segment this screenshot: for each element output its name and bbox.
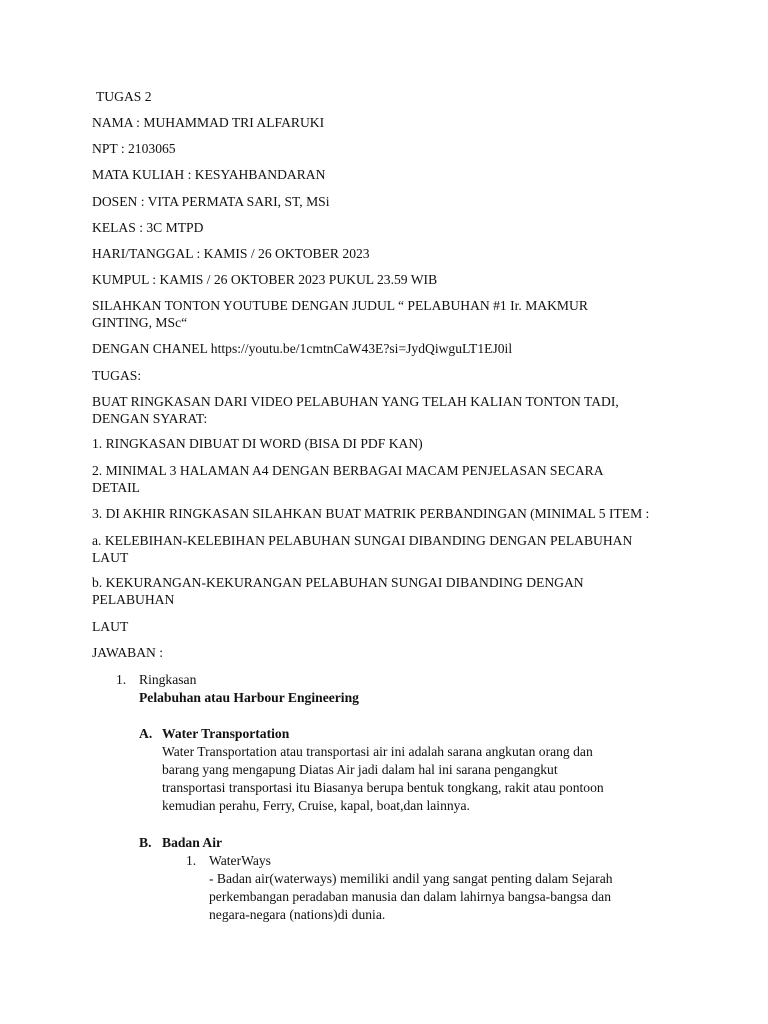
section-b-letter: B.: [139, 835, 152, 850]
requirement-a-line-2: LAUT: [92, 550, 129, 565]
section-b-title: Badan Air: [162, 835, 223, 850]
task-description-line-1: BUAT RINGKASAN DARI VIDEO PELABUHAN YANG TELAH KALIAN TONTON TADI,: [92, 394, 619, 409]
day-date: HARI/TANGGAL : KAMIS / 26 OKTOBER 2023: [92, 246, 370, 261]
requirement-b-line-1: b. KEKURANGAN-KEKURANGAN PELABUHAN SUNGAI DIBANDING DENGAN: [92, 575, 584, 590]
requirement-1: 1. RINGKASAN DIBUAT DI WORD (BISA DI PDF KAN): [92, 436, 423, 451]
section-a-title: Water Transportation: [162, 726, 290, 741]
course-name: MATA KULIAH : KESYAHBANDARAN: [92, 167, 326, 182]
student-name: NAMA : MUHAMMAD TRI ALFARUKI: [92, 115, 325, 130]
lecturer: DOSEN : VITA PERMATA SARI, ST, MSi: [92, 194, 330, 209]
task-description-line-2: DENGAN SYARAT:: [92, 411, 208, 426]
task-label: TUGAS:: [92, 368, 142, 383]
section-b-sub-title: WaterWays: [209, 853, 271, 868]
section-b-line-3: negara-negara (nations)di dunia.: [209, 907, 386, 922]
section-b-sub-number: 1.: [186, 853, 197, 868]
section-b-line-1: - Badan air(waterways) memiliki andil yang sangat penting dalam Sejarah: [209, 871, 613, 886]
section-a-letter: A.: [139, 726, 153, 741]
section-a-line-1: Water Transportation atau transportasi air ini adalah sarana angkutan orang dan: [162, 744, 593, 759]
requirement-2-line-1: 2. MINIMAL 3 HALAMAN A4 DENGAN BERBAGAI MACAM PENJELASAN SECARA: [92, 463, 604, 478]
requirement-3: 3. DI AKHIR RINGKASAN SILAHKAN BUAT MATRIK PERBANDINGAN (MINIMAL 5 ITEM :: [92, 506, 650, 521]
section-b-line-2: perkembangan peradaban manusia dan dalam lahirnya bangsa-bangsa dan: [209, 889, 611, 904]
watch-instruction-line-1: SILAHKAN TONTON YOUTUBE DENGAN JUDUL “ PELABUHAN #1 Ir. MAKMUR: [92, 298, 588, 313]
class: KELAS : 3C MTPD: [92, 220, 204, 235]
answer-label: JAWABAN :: [92, 645, 164, 660]
channel-link-text: DENGAN CHANEL https://youtu.be/1cmtnCaW43E?si=JydQiwguLT1EJ0il: [92, 341, 513, 356]
requirement-a-line-1: a. KELEBIHAN-KELEBIHAN PELABUHAN SUNGAI DIBANDING DENGAN PELABUHAN: [92, 533, 633, 548]
student-npt: NPT : 2103065: [92, 141, 176, 156]
summary-heading: Pelabuhan atau Harbour Engineering: [139, 690, 359, 705]
requirement-b-line-3: LAUT: [92, 619, 129, 634]
section-a-line-4: kemudian perahu, Ferry, Cruise, kapal, boat,dan lainnya.: [162, 798, 470, 813]
document-title: TUGAS 2: [96, 89, 152, 104]
list-number-1: 1.: [116, 672, 127, 687]
section-a-line-3: transportasi transportasi itu Biasanya berupa bentuk tongkang, rakit atau pontoon: [162, 780, 604, 795]
summary-label: Ringkasan: [139, 672, 197, 687]
submission-deadline: KUMPUL : KAMIS / 26 OKTOBER 2023 PUKUL 23.59 WIB: [92, 272, 438, 287]
requirement-2-line-2: DETAIL: [92, 480, 140, 495]
requirement-b-line-2: PELABUHAN: [92, 592, 175, 607]
section-a-line-2: barang yang mengapung Diatas Air jadi dalam hal ini sarana pengangkut: [162, 762, 558, 777]
watch-instruction-line-2: GINTING, MSc“: [92, 315, 188, 330]
